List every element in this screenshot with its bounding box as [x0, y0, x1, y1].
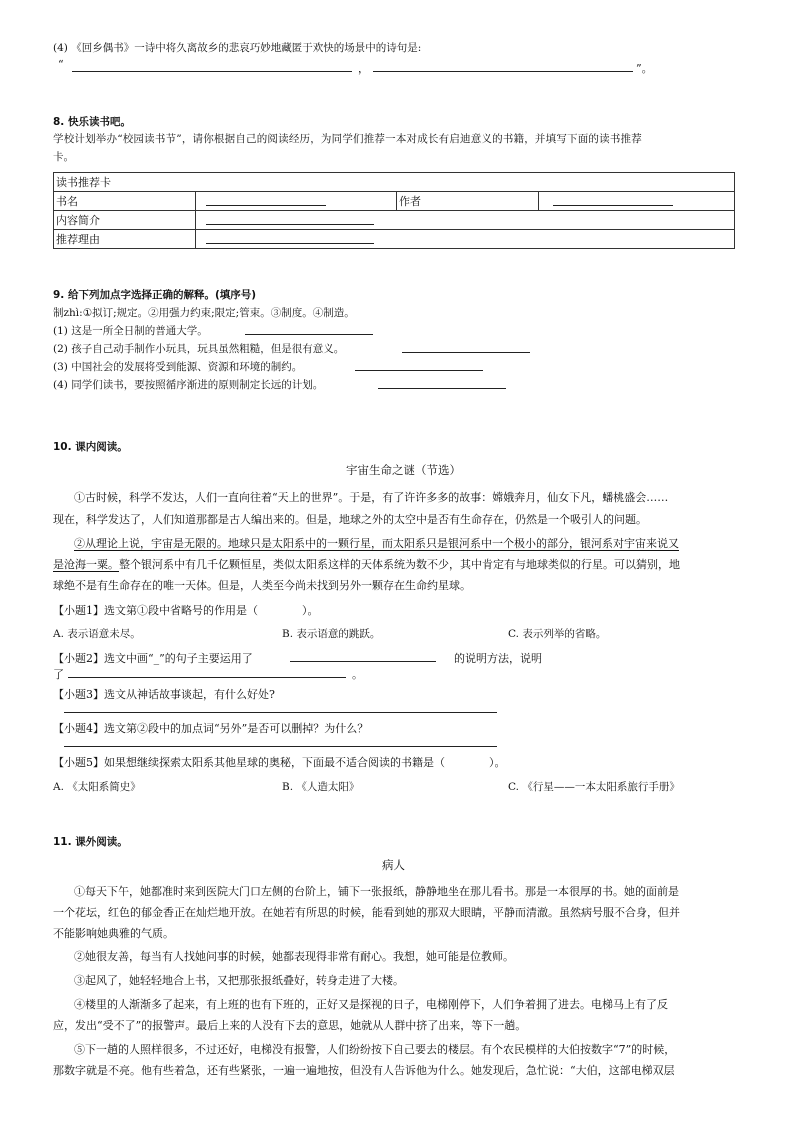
q9-definition: 制zhì:①拟订;规定。②用强力约束;限定;管束。③制度。④制造。: [53, 307, 355, 319]
q4-close-quote: ”。: [636, 62, 653, 75]
q4-answer-blank-1[interactable]: [72, 71, 352, 72]
p2-line2-rest: 整个银河系中有几千亿颗恒星，类似太阳系这样的天体系统为数不少，其中肯定有与地球类似的行星。可以猜别，地: [119, 558, 680, 571]
q10-sub2-mid: 的说明方法，说明: [454, 652, 542, 665]
q10-sub4: 【小题4】选文第②段中的加点词“另外”是否可以删掉？为什么？: [53, 722, 369, 735]
book-name-cell[interactable]: [196, 192, 397, 211]
q11-p4-line2: 应，发出“受不了”的报警声。最后上来的人没有下去的意思，她就从人群中挤了出来，等下一趟。: [53, 1019, 527, 1032]
underlined-sentence-part1: ②从理论上说，宇宙是无限的。地球只是太阳系中的一颗行星，而太阳系只是银河系中一个极小的部分，银河系对宇宙来说又: [74, 537, 679, 550]
q4-answer-blank-2[interactable]: [373, 71, 633, 72]
q9-answer-blank-1[interactable]: [245, 334, 373, 335]
q11-p2: ②她很友善，每当有人找她问事的时候，她都表现得非常有耐心。我想，她可能是位教师。: [74, 950, 514, 963]
q10-p2-line1: [74, 535, 679, 551]
q9-answer-blank-2[interactable]: [402, 352, 530, 353]
q10-sub1-option-c[interactable]: C. 表示列举的省略。: [508, 628, 607, 640]
author-cell[interactable]: [539, 192, 735, 211]
q10-sub3: 【小题3】选文从神话故事谈起，有什么好处?: [53, 688, 275, 701]
q10-sub2-blank-2[interactable]: [68, 677, 346, 678]
underlined-sentence-part2: 是沧海一粟。: [53, 558, 119, 571]
q10-p1-line2: 现在，科学发达了，人们知道那都是古人编出来的。但是，地球之外的太空中是否有生命存在，仍然是一个吸引人的问题。: [53, 513, 647, 526]
q11-p5-line1: ⑤下一趟的人照样很多，不过还好，电梯没有报警，人们纷纷按下自己要去的楼层。有个农民模样的大伯按数字“7”的时候，: [74, 1043, 676, 1056]
q10-passage-title: 宇宙生命之谜（节选）: [346, 463, 461, 477]
q9-item-4: (4) 同学们读书，要按照循序渐进的原则制定长远的计划。: [53, 379, 324, 391]
q11-p4-line1: ④楼里的人渐渐多了起来，有上班的也有下班的，正好又是探视的日子，电梯刚停下，人们争着拥了进去。电梯马上有了反: [74, 998, 668, 1011]
q9-item-3: (3) 中国社会的发展将受到能源、资源和环境的制约。: [53, 361, 303, 373]
reading-recommendation-card: [53, 172, 735, 249]
q11-p3: ③起风了，她轻轻地合上书，又把那张报纸叠好，转身走进了大楼。: [74, 974, 404, 987]
q4-comma: ，: [358, 62, 369, 75]
q10-sub5-option-c[interactable]: C. 《行星——一本太阳系旅行手册》: [508, 781, 680, 793]
q9-item-1: (1) 这是一所全日制的普通大学。: [53, 325, 208, 337]
q10-p2-line3: 球绝不是有生命存在的唯一天体。但是，人类至今尚未找到另外一颗存在生命约星球。: [53, 579, 471, 592]
q10-title: 10. 课内阅读。: [53, 441, 128, 453]
q11-p1-line2: 一个花坛，红色的郁金香正在灿烂地开放。在她若有所思的时候，能看到她的那双大眼睛，平静而清澈。虽然病号服不合身，但并: [53, 906, 680, 919]
q9-answer-blank-3[interactable]: [355, 370, 483, 371]
q10-p2-line2: [53, 556, 680, 572]
q10-sub2: 【小题2】选文中画“_”的句子主要运用了: [53, 652, 253, 665]
q10-sub2-cont: 了: [53, 668, 64, 681]
book-name-label: 书名: [54, 192, 196, 211]
q10-sub3-answer-line[interactable]: [64, 712, 497, 713]
q10-sub5: 【小题5】如果想继续探索太阳系其他星球的奥秘，下面最不适合阅读的书籍是（ ）。: [53, 756, 506, 769]
reason-cell[interactable]: [196, 230, 735, 249]
q10-sub2-end: 。: [352, 668, 363, 681]
q11-p1-line3: 不能影响她典雅的气质。: [53, 927, 174, 940]
q10-sub1: 【小题1】选文第①段中省略号的作用是（ ）。: [53, 604, 319, 617]
q10-p1-line1: ①古时候，科学不发达，人们一直向往着“天上的世界”。于是，有了许许多多的故事：嫦娥奔月，仙女下凡，蟠桃盛会……: [74, 491, 669, 504]
q10-sub1-option-b[interactable]: B. 表示语意的跳跃。: [282, 628, 381, 640]
q9-item-2: (2) 孩子自己动手制作小玩具，玩具虽然粗糙，但是很有意义。: [53, 343, 345, 355]
q8-instruction: 学校计划举办“校园读书节”，请你根据自己的阅读经历，为同学们推荐一本对成长有启迪意义的书籍，并填写下面的读书推荐: [53, 133, 642, 145]
q9-answer-blank-4[interactable]: [378, 388, 506, 389]
q10-sub5-option-b[interactable]: B. 《人造太阳》: [282, 781, 360, 793]
q11-p1-line1: ①每天下午，她都准时来到医院大门口左侧的台阶上，铺下一张报纸，静静地坐在那儿看书。那是一本很厚的书。她的面前是: [74, 885, 679, 898]
q11-passage-title: 病人: [382, 858, 405, 872]
q10-sub5-option-a[interactable]: A. 《太阳系简史》: [53, 781, 141, 793]
q8-instruction-cont: 卡。: [53, 151, 74, 163]
q11-p5-line2: 那数字就是不亮。他有些着急，还有些紧张，一遍一遍地按，但没有人告诉他为什么。她发现后，急忙说：“大伯，这部电梯双层: [53, 1064, 675, 1077]
q10-sub4-answer-line[interactable]: [64, 746, 497, 747]
q11-title: 11. 课外阅读。: [53, 836, 128, 848]
author-label: 作者: [397, 192, 539, 211]
summary-label: 内容简介: [54, 211, 196, 230]
q10-sub1-option-a[interactable]: A. 表示语意未尽。: [53, 628, 141, 640]
q9-title: 9. 给下列加点字选择正确的解释。(填序号): [53, 289, 257, 301]
summary-cell[interactable]: [196, 211, 735, 230]
q4-text: (4) 《回乡偶书》一诗中将久离故乡的悲哀巧妙地藏匿于欢快的场景中的诗句是:: [53, 42, 422, 54]
q4-open-quote: “: [58, 58, 64, 71]
q8-title: 8. 快乐读书吧。: [53, 116, 131, 128]
card-header: 读书推荐卡: [54, 173, 735, 192]
reason-label: 推荐理由: [54, 230, 196, 249]
q10-sub2-blank-1[interactable]: [290, 661, 436, 662]
